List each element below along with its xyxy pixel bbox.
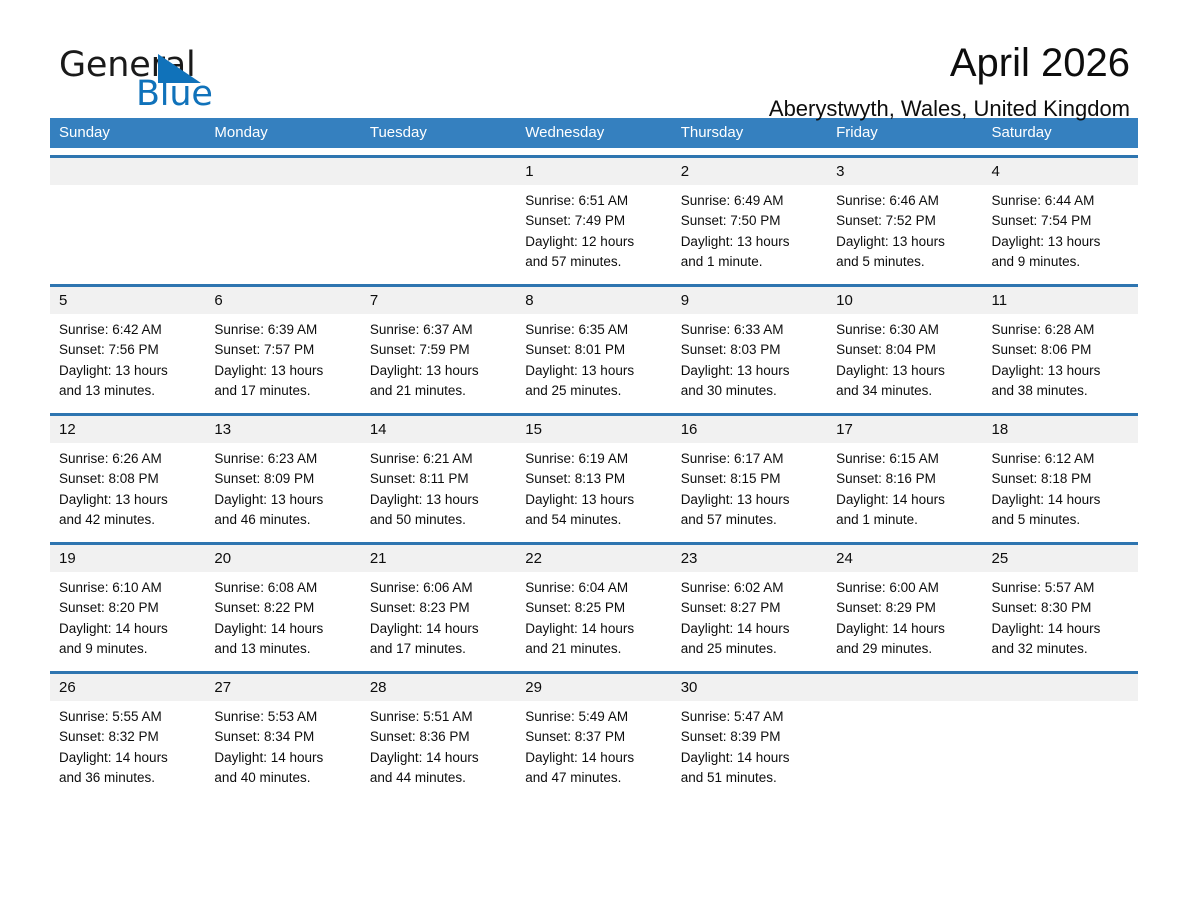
location-subtitle: Aberystwyth, Wales, United Kingdom — [768, 96, 1130, 121]
day-detail-line: Sunrise: 6:37 AM — [369, 322, 473, 337]
day-detail-line: and 25 minutes. — [525, 382, 622, 398]
day-detail-line: Sunrise: 5:55 AM — [59, 709, 162, 724]
day-cell-10[interactable] — [827, 314, 982, 406]
day-detail-line: Daylight: 14 hours — [991, 491, 1101, 507]
day-number-15[interactable]: 15 — [525, 421, 542, 438]
day-detail-line: Daylight: 14 hours — [59, 749, 168, 765]
day-number-24[interactable]: 24 — [836, 550, 853, 567]
day-number-26[interactable]: 26 — [59, 679, 76, 696]
day-detail-line: Daylight: 13 hours — [680, 233, 790, 249]
day-number-2[interactable]: 2 — [680, 163, 690, 180]
week-day-number-strip — [50, 674, 1138, 701]
day-detail-line: Daylight: 13 hours — [214, 362, 324, 378]
day-detail-line: and 13 minutes. — [59, 382, 156, 398]
day-detail-line: Sunset: 8:20 PM — [59, 600, 159, 616]
day-detail-line: Sunrise: 6:02 AM — [680, 580, 784, 595]
day-detail-line: Sunrise: 6:19 AM — [525, 451, 629, 466]
day-detail-line: and 40 minutes. — [214, 769, 311, 785]
day-detail-line: Daylight: 14 hours — [680, 620, 790, 636]
day-cell-13[interactable] — [205, 443, 360, 535]
day-detail-line: and 9 minutes. — [59, 640, 148, 656]
day-cell-1[interactable] — [516, 185, 671, 277]
day-detail-line: Sunrise: 6:10 AM — [59, 580, 162, 595]
day-detail-line: Sunset: 8:09 PM — [214, 471, 315, 487]
day-detail-line: Sunrise: 5:49 AM — [525, 709, 629, 724]
day-number-empty — [205, 158, 360, 185]
day-cell-28[interactable] — [361, 701, 516, 793]
day-detail-line: Sunset: 8:13 PM — [525, 471, 626, 487]
day-number-11[interactable]: 11 — [991, 292, 1008, 309]
day-cell-17[interactable] — [827, 443, 982, 535]
day-number-9[interactable]: 9 — [680, 292, 690, 309]
month-calendar — [50, 118, 1138, 793]
day-number-25[interactable]: 25 — [991, 550, 1009, 567]
day-cell-19[interactable] — [50, 572, 205, 664]
weekday-header-monday: Monday — [214, 124, 268, 141]
weekday-header-tuesday: Tuesday — [369, 124, 427, 141]
title-block — [769, 38, 1130, 122]
day-cell-24[interactable] — [827, 572, 982, 664]
day-detail-line: Daylight: 13 hours — [680, 491, 790, 507]
day-detail-line: Sunset: 8:01 PM — [525, 342, 626, 358]
day-number-20[interactable]: 20 — [214, 550, 232, 567]
day-detail-line: Daylight: 14 hours — [369, 749, 479, 765]
day-detail-line: and 44 minutes. — [369, 769, 466, 785]
day-detail-line: Daylight: 14 hours — [59, 620, 168, 636]
calendar-week-row — [50, 413, 1138, 535]
day-detail-line: and 25 minutes. — [680, 640, 777, 656]
day-number-empty — [983, 674, 1138, 701]
day-detail-line: Sunset: 8:37 PM — [525, 729, 626, 745]
day-detail-line: Sunrise: 6:33 AM — [680, 322, 784, 337]
day-cell-15[interactable] — [516, 443, 671, 535]
day-detail-line: Sunset: 7:49 PM — [525, 213, 626, 229]
day-detail-line: and 21 minutes. — [369, 382, 466, 398]
day-detail-line: and 46 minutes. — [214, 511, 311, 527]
day-detail-line: Daylight: 14 hours — [214, 749, 324, 765]
day-detail-line: and 51 minutes. — [680, 769, 777, 785]
day-detail-line: and 57 minutes. — [525, 253, 622, 269]
calendar-weeks — [50, 155, 1138, 793]
day-detail-line: Sunrise: 5:53 AM — [214, 709, 318, 724]
day-detail-line: Daylight: 13 hours — [59, 362, 168, 378]
day-detail-line: Daylight: 13 hours — [991, 362, 1101, 378]
day-number-1[interactable]: 1 — [525, 163, 534, 180]
week-detail-strip — [50, 185, 1138, 277]
day-detail-line: Sunset: 8:30 PM — [991, 600, 1092, 616]
day-detail-line: Sunrise: 6:46 AM — [836, 193, 939, 208]
day-detail-line: Sunrise: 6:44 AM — [991, 193, 1095, 208]
day-detail-line: Sunset: 8:22 PM — [214, 600, 315, 616]
day-detail-line: Sunset: 8:03 PM — [680, 342, 781, 358]
day-detail-line: Sunset: 8:25 PM — [525, 600, 626, 616]
week-day-number-strip — [50, 416, 1138, 443]
day-detail-line: Sunrise: 6:28 AM — [991, 322, 1095, 337]
day-number-10[interactable]: 10 — [836, 292, 853, 309]
day-detail-line: Sunrise: 6:12 AM — [991, 451, 1095, 466]
day-detail-line: and 17 minutes. — [214, 382, 311, 398]
day-detail-line: Daylight: 13 hours — [369, 362, 479, 378]
day-detail-line: and 47 minutes. — [525, 769, 622, 785]
day-number-4[interactable]: 4 — [991, 163, 1000, 180]
day-detail-line: and 21 minutes. — [525, 640, 622, 656]
day-detail-line: Daylight: 14 hours — [214, 620, 324, 636]
day-detail-line: Sunset: 7:54 PM — [991, 213, 1092, 229]
day-detail-line: Sunrise: 6:04 AM — [525, 580, 629, 595]
day-number-21[interactable]: 21 — [369, 550, 387, 567]
calendar-week-row — [50, 542, 1138, 664]
day-cell-empty — [983, 701, 1138, 793]
day-cell-23[interactable] — [672, 572, 827, 664]
day-cell-4[interactable] — [983, 185, 1138, 277]
day-detail-line: Daylight: 14 hours — [525, 749, 635, 765]
day-detail-line: Daylight: 14 hours — [369, 620, 479, 636]
day-detail-line: Daylight: 14 hours — [991, 620, 1101, 636]
day-detail-line: and 34 minutes. — [836, 382, 933, 398]
day-cell-8[interactable] — [516, 314, 671, 406]
day-detail-line: Sunset: 8:18 PM — [991, 471, 1092, 487]
logo-text-general: General — [59, 45, 196, 85]
day-detail-line: Daylight: 13 hours — [836, 362, 945, 378]
day-number-19[interactable]: 19 — [59, 550, 76, 567]
day-detail-line: Daylight: 14 hours — [525, 620, 635, 636]
day-cell-12[interactable] — [50, 443, 205, 535]
day-detail-line: Sunrise: 6:00 AM — [836, 580, 939, 595]
day-number-27[interactable]: 27 — [214, 679, 232, 696]
day-detail-line: Sunrise: 6:42 AM — [59, 322, 162, 337]
day-detail-line: Daylight: 13 hours — [836, 233, 945, 249]
day-cell-22[interactable] — [516, 572, 671, 664]
day-number-30[interactable]: 30 — [680, 679, 698, 696]
day-detail-line: and 17 minutes. — [369, 640, 466, 656]
day-detail-line: and 1 minute. — [836, 511, 918, 527]
weekday-header-thursday: Thursday — [680, 124, 744, 141]
day-detail-line: and 5 minutes. — [836, 253, 925, 269]
day-detail-line: Sunset: 8:15 PM — [680, 471, 781, 487]
day-cell-11[interactable] — [983, 314, 1138, 406]
day-detail-line: and 42 minutes. — [59, 511, 156, 527]
day-cell-empty — [361, 185, 516, 277]
day-detail-line: Sunset: 8:34 PM — [214, 729, 315, 745]
day-number-29[interactable]: 29 — [525, 679, 542, 696]
day-detail-line: Sunrise: 6:26 AM — [59, 451, 162, 466]
day-cell-6[interactable] — [205, 314, 360, 406]
day-detail-line: Sunrise: 6:35 AM — [525, 322, 629, 337]
day-cell-27[interactable] — [205, 701, 360, 793]
day-detail-line: Daylight: 13 hours — [680, 362, 790, 378]
day-number-17[interactable]: 17 — [836, 421, 853, 438]
day-number-5[interactable]: 5 — [59, 292, 68, 309]
calendar-week-row — [50, 284, 1138, 406]
day-detail-line: Sunset: 8:39 PM — [680, 729, 781, 745]
week-day-number-strip — [50, 158, 1138, 185]
day-detail-line: and 29 minutes. — [836, 640, 933, 656]
day-detail-line: Sunset: 8:06 PM — [991, 342, 1092, 358]
day-detail-line: Sunset: 8:32 PM — [59, 729, 159, 745]
day-detail-line: and 13 minutes. — [214, 640, 311, 656]
day-detail-line: Sunset: 7:52 PM — [836, 213, 936, 229]
day-cell-20[interactable] — [205, 572, 360, 664]
day-cell-14[interactable] — [361, 443, 516, 535]
day-detail-line: and 36 minutes. — [59, 769, 156, 785]
day-detail-line: and 50 minutes. — [369, 511, 466, 527]
week-detail-strip — [50, 572, 1138, 664]
day-detail-line: Daylight: 13 hours — [525, 362, 635, 378]
day-detail-line: Sunrise: 6:49 AM — [680, 193, 784, 208]
day-number-empty — [827, 674, 982, 701]
week-detail-strip — [50, 443, 1138, 535]
day-number-14[interactable]: 14 — [369, 421, 387, 438]
day-detail-line: Daylight: 13 hours — [59, 491, 168, 507]
page-header — [50, 0, 1138, 121]
day-cell-empty — [50, 185, 205, 277]
day-number-22[interactable]: 22 — [525, 550, 542, 567]
day-cell-18[interactable] — [983, 443, 1138, 535]
logo-text-blue: Blue — [136, 74, 213, 114]
weekday-header-sunday: Sunday — [59, 124, 110, 141]
day-detail-line: Sunset: 8:29 PM — [836, 600, 936, 616]
day-detail-line: and 38 minutes. — [991, 382, 1088, 398]
day-number-7[interactable]: 7 — [369, 292, 379, 309]
day-number-empty — [361, 158, 516, 185]
day-detail-line: Sunset: 8:27 PM — [680, 600, 781, 616]
day-cell-21[interactable] — [361, 572, 516, 664]
day-cell-2[interactable] — [672, 185, 827, 277]
day-detail-line: Daylight: 13 hours — [991, 233, 1101, 249]
day-detail-line: and 54 minutes. — [525, 511, 622, 527]
day-number-empty — [50, 158, 205, 185]
day-cell-5[interactable] — [50, 314, 205, 406]
day-detail-line: Sunset: 8:04 PM — [836, 342, 936, 358]
day-detail-line: Daylight: 12 hours — [525, 233, 635, 249]
day-number-16[interactable]: 16 — [680, 421, 698, 438]
day-number-23[interactable]: 23 — [680, 550, 698, 567]
page-title: April 2026 — [949, 41, 1130, 85]
day-detail-line: and 32 minutes. — [991, 640, 1088, 656]
day-number-8[interactable]: 8 — [525, 292, 534, 309]
day-detail-line: and 1 minute. — [680, 253, 763, 269]
day-cell-26[interactable] — [50, 701, 205, 793]
day-detail-line: Sunrise: 6:39 AM — [214, 322, 318, 337]
day-detail-line: Sunrise: 6:15 AM — [836, 451, 939, 466]
day-detail-line: Sunset: 8:16 PM — [836, 471, 936, 487]
day-detail-line: Sunrise: 6:30 AM — [836, 322, 939, 337]
day-detail-line: Sunrise: 6:06 AM — [369, 580, 473, 595]
weekday-header-friday: Friday — [836, 124, 878, 141]
calendar-week-row — [50, 155, 1138, 277]
day-number-13[interactable]: 13 — [214, 421, 232, 438]
day-number-6[interactable]: 6 — [214, 292, 223, 309]
day-detail-line: Sunset: 8:36 PM — [369, 729, 470, 745]
day-cell-3[interactable] — [827, 185, 982, 277]
day-detail-line: Sunrise: 5:57 AM — [991, 580, 1095, 595]
calendar-week-row — [50, 671, 1138, 793]
week-detail-strip — [50, 314, 1138, 406]
day-detail-line: Sunset: 8:23 PM — [369, 600, 470, 616]
weekday-header-wednesday: Wednesday — [525, 124, 605, 141]
day-detail-line: and 57 minutes. — [680, 511, 777, 527]
day-detail-line: Daylight: 14 hours — [836, 491, 945, 507]
day-cell-9[interactable] — [672, 314, 827, 406]
day-detail-line: and 9 minutes. — [991, 253, 1081, 269]
day-detail-line: Sunset: 7:57 PM — [214, 342, 315, 358]
day-detail-line: Daylight: 13 hours — [214, 491, 324, 507]
day-detail-line: Sunrise: 6:23 AM — [214, 451, 318, 466]
day-detail-line: Sunset: 7:50 PM — [680, 213, 781, 229]
weekday-header-saturday: Saturday — [991, 124, 1052, 141]
day-detail-line: Sunrise: 6:51 AM — [525, 193, 629, 208]
week-detail-strip — [50, 701, 1138, 793]
day-detail-line: Daylight: 14 hours — [836, 620, 945, 636]
weekday-header-row — [50, 118, 1138, 148]
day-detail-line: Sunrise: 5:47 AM — [680, 709, 784, 724]
day-cell-empty — [205, 185, 360, 277]
day-cell-29[interactable] — [516, 701, 671, 793]
day-number-12[interactable]: 12 — [59, 421, 76, 438]
day-detail-line: Daylight: 13 hours — [525, 491, 635, 507]
day-detail-line: Sunrise: 6:17 AM — [680, 451, 784, 466]
day-cell-7[interactable] — [361, 314, 516, 406]
week-day-number-strip — [50, 287, 1138, 314]
day-detail-line: Sunset: 8:08 PM — [59, 471, 159, 487]
day-number-18[interactable]: 18 — [991, 421, 1009, 438]
day-cell-16[interactable] — [672, 443, 827, 535]
day-detail-line: Sunset: 7:56 PM — [59, 342, 159, 358]
day-detail-line: Sunrise: 5:51 AM — [369, 709, 473, 724]
day-number-3[interactable]: 3 — [836, 163, 845, 180]
day-detail-line: and 5 minutes. — [991, 511, 1081, 527]
day-detail-line: Sunrise: 6:08 AM — [214, 580, 318, 595]
day-cell-30[interactable] — [672, 701, 827, 793]
day-detail-line: Sunset: 7:59 PM — [369, 342, 470, 358]
day-number-28[interactable]: 28 — [369, 679, 387, 696]
day-detail-line: Daylight: 13 hours — [369, 491, 479, 507]
day-detail-line: Sunrise: 6:21 AM — [369, 451, 473, 466]
day-detail-line: Sunset: 8:11 PM — [369, 471, 469, 487]
day-detail-line: Daylight: 14 hours — [680, 749, 790, 765]
week-day-number-strip — [50, 545, 1138, 572]
day-detail-line: and 30 minutes. — [680, 382, 777, 398]
general-blue-logo — [59, 45, 259, 120]
day-cell-empty — [827, 701, 982, 793]
day-cell-25[interactable] — [983, 572, 1138, 664]
